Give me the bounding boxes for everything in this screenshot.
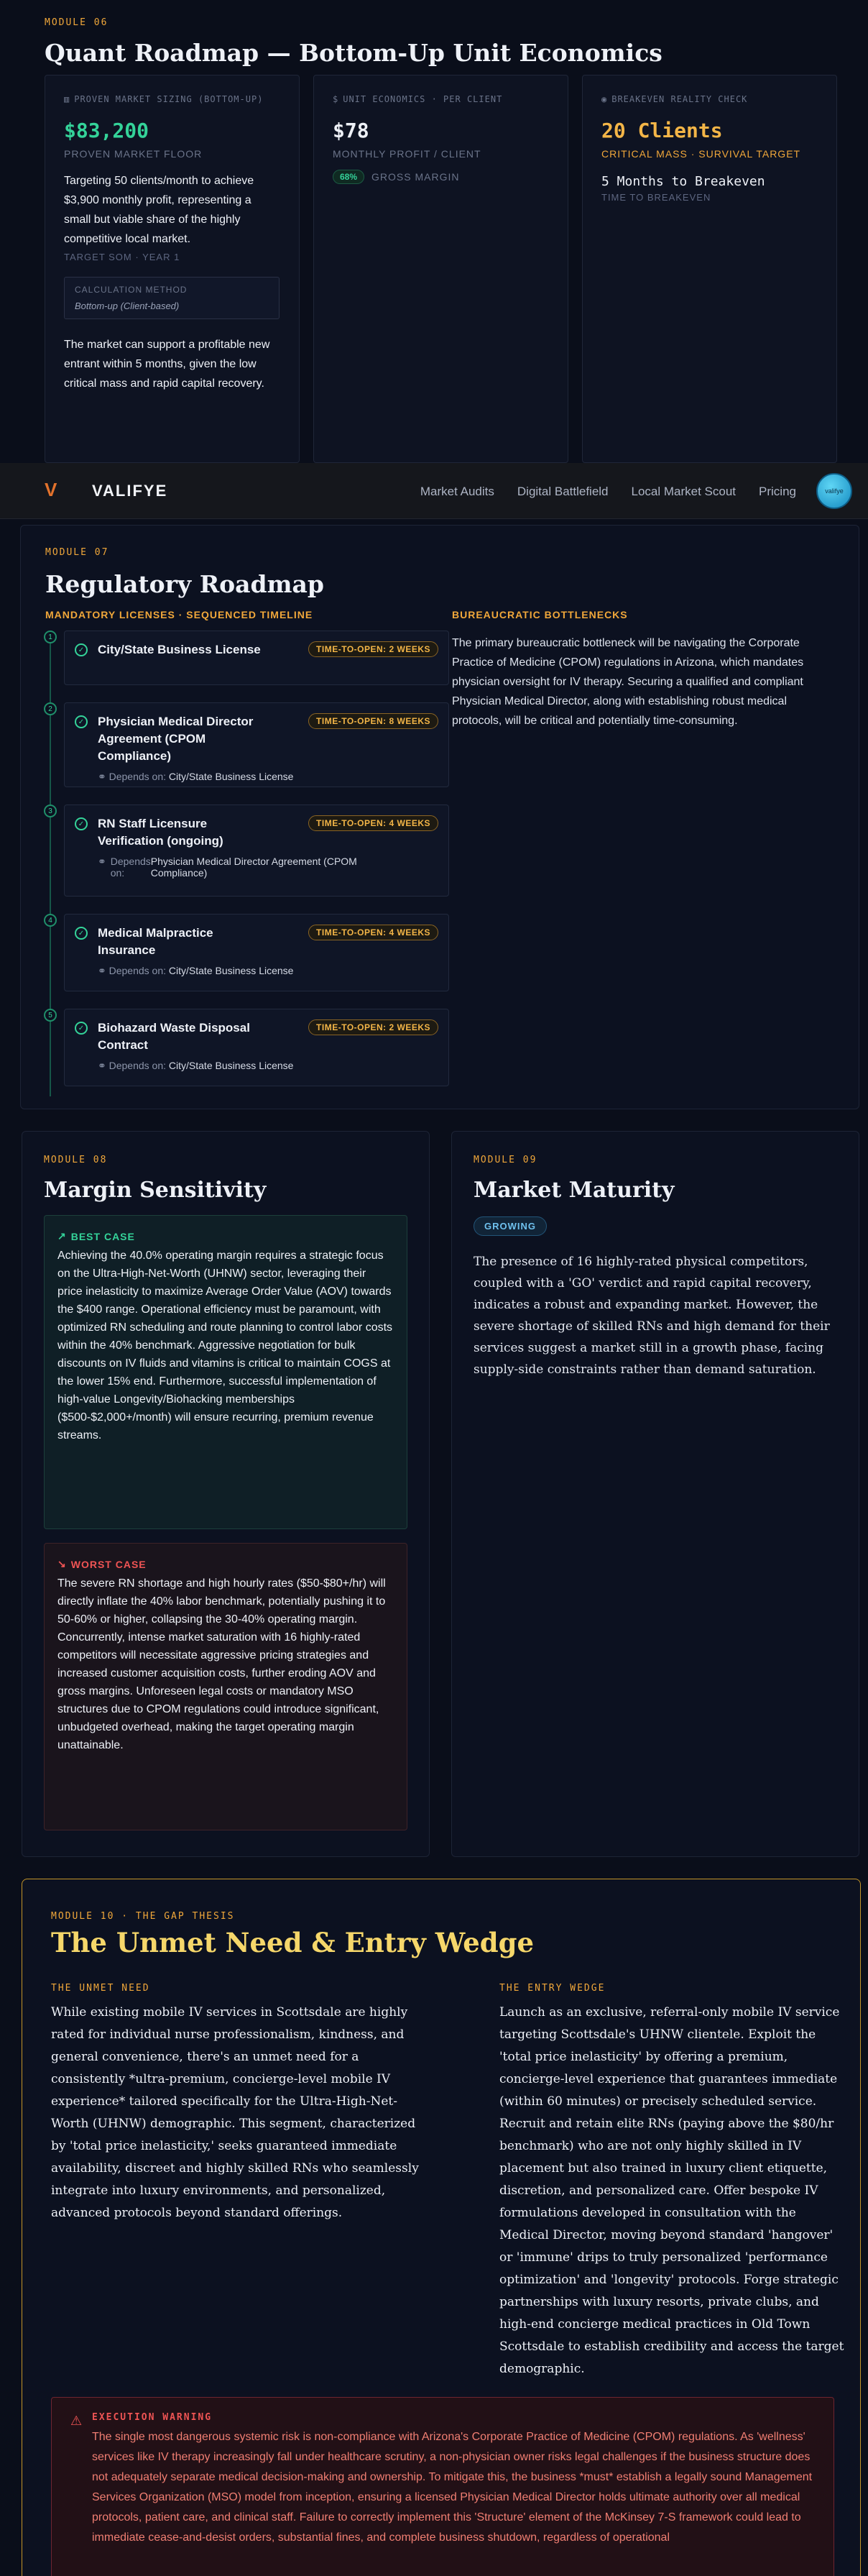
module-07-eyebrow: MODULE 07 (45, 547, 109, 558)
months-to-breakeven-sub: TIME TO BREAKEVEN (601, 192, 711, 203)
time-to-open-badge: TIME-TO-OPEN: 4 WEEKS (308, 815, 438, 831)
trending-down-icon: ↘ (57, 1558, 67, 1569)
license-name: Medical Malpractice Insurance (98, 926, 213, 957)
module-06 (45, 0, 835, 464)
unit-economics-card (313, 75, 568, 463)
market-sizing-footer: The market can support a profitable new entrant within 5 months, given the low critical mass and rapid capital recovery. (64, 339, 270, 390)
link-icon: ⚭ (98, 965, 106, 976)
nav-pricing[interactable]: Pricing (759, 485, 796, 498)
worst-case-box (44, 1543, 407, 1830)
nav-local-market-scout[interactable]: Local Market Scout (631, 485, 737, 498)
module-06-eyebrow: MODULE 06 (45, 17, 108, 28)
worst-case-text: The severe RN shortage and high hourly rates ($50-$80+/hr) will directly inflate the 40% labor benchmark, potentially pushing it to 50-60% or higher, collapsing the 30-40% operating margin. Concurrently, intense market saturation with 16 highly-rated competitors will necessitate aggressive pricing strategies and increased customer acquisition costs, further eroding AOV and gross margins. Unforeseen legal costs or mandatory MSO structures due to CPOM regulations could introduce significant, unbudgeted overhead, making the target operating margin unattainable. (57, 1577, 386, 1751)
license-name: Physician Medical Director Agreement (CPOM Compliance) (98, 715, 254, 763)
breakeven-value: 20 Clients (601, 119, 723, 142)
unit-economics-label: UNIT ECONOMICS · PER CLIENT (343, 94, 503, 104)
link-icon: ⚭ (98, 1060, 106, 1071)
breakeven-card (582, 75, 837, 463)
top-navbar (0, 463, 868, 519)
check-circle-icon: ✓ (75, 643, 88, 656)
module-08-eyebrow: MODULE 08 (44, 1155, 108, 1165)
dollar-icon: $ (333, 94, 339, 104)
module-08-title: Margin Sensitivity (44, 1178, 267, 1203)
timeline-step-5: 5 (44, 1009, 57, 1022)
best-case-box (44, 1215, 407, 1529)
time-to-open-badge: TIME-TO-OPEN: 2 WEEKS (308, 1019, 438, 1035)
calculation-method-box (64, 277, 280, 319)
execution-warning-label: EXECUTION WARNING (92, 2412, 213, 2423)
license-dependency: ⚭ Depends on: City/State Business License (98, 1060, 294, 1071)
gross-margin-label: GROSS MARGIN (371, 171, 460, 183)
worst-case-label: WORST CASE (70, 1558, 147, 1570)
module-09-eyebrow: MODULE 09 (474, 1155, 537, 1165)
license-dependency: ⚭ Depends on: City/State Business License (98, 965, 294, 976)
months-to-breakeven: 5 Months to Breakeven (601, 174, 765, 189)
bottleneck-text: The primary bureaucratic bottleneck will be navigating the Corporate Practice of Medicine (CPOM) regulations in Arizona, which mandates physician oversight for IV therapy. Securing a qualified and compliant Physician Medical Director, along with establishing robust medical protocols, will be critical and potentially time-consuming. (452, 637, 804, 727)
check-circle-icon: ✓ (75, 817, 88, 830)
maturity-text: The presence of 16 highly-rated physical competitors, coupled with a 'GO' verdict and rapid capital recovery, indicates a robust and expanding market. However, the severe shortage of skilled RNs and high demand for their services suggest a market still in a growth phase, facing supply-side constraints rather than demand saturation. (474, 1255, 830, 1377)
unmet-need-text: While existing mobile IV services in Scottsdale are highly rated for individual nurse professionalism, kindness, and general convenience, there's an unmet need for a consistently *ultra-premium, concierge-level mobile IV experience* tailored specifically for the Ultra-High-Net-Worth (UHNW) demographic. This segment, characterized by 'total price inelasticity,' seeks guaranteed immediate availability, discreet and highly skilled RNs who seamlessly integrate into luxury environments, and personalized, advanced protocols beyond standard offerings. (51, 2005, 419, 2220)
module-08 (22, 1131, 430, 1857)
market-sizing-body: Targeting 50 clients/month to achieve $3,900 monthly profit, representing a small but viable share of the highly competitive local market. (64, 175, 254, 245)
unit-economics-sub: MONTHLY PROFIT / CLIENT (333, 148, 481, 160)
trending-up-icon: ↗ (57, 1230, 67, 1242)
brand-name[interactable]: VALIFYE (92, 482, 168, 500)
execution-warning-box (51, 2397, 834, 2576)
gross-margin-pill: 68% (333, 170, 364, 184)
timeline-step-4: 4 (44, 914, 57, 927)
breakeven-label: BREAKEVEN REALITY CHECK (611, 94, 748, 104)
market-sizing-card (45, 75, 300, 463)
target-som-label: TARGET SOM · YEAR 1 (64, 252, 180, 262)
best-case-text: Achieving the 40.0% operating margin requires a strategic focus on the Ultra-High-Net-Worth (UHNW) sector, leveraging their price inelasticity to maximize Average Order Value (AOV) towards the $400 range. Operational efficiency must be paramount, with optimized RN scheduling and route planning to control labor costs within the 40% benchmark. Aggressive negotiation for bulk discounts on IV fluids and vitamins is critical to maintain COGS at the lower 15% end. Furthermore, successful implementation of high-value Longevity/Biohacking memberships ($500-$2,000+/month) will ensure recurring, premium revenue streams. (57, 1250, 393, 1441)
module-07-title: Regulatory Roadmap (45, 570, 324, 598)
market-sizing-label: PROVEN MARKET SIZING (BOTTOM-UP) (74, 94, 264, 104)
license-name: RN Staff Licensure Verification (ongoing) (98, 817, 223, 848)
market-sizing-sub: PROVEN MARKET FLOOR (64, 148, 203, 160)
nav-digital-battlefield[interactable]: Digital Battlefield (517, 485, 609, 498)
timeline-step-2: 2 (44, 702, 57, 715)
entry-wedge-text: Launch as an exclusive, referral-only mobile IV service targeting Scottsdale's UHNW clientele. Exploit the 'total price inelasticity' by offering a premium, concierge-level experience that guarantees immediate (within 60 minutes) or precisely scheduled service. Recruit and retain elite RNs (paying above the $80/hr benchmark) who are not only highly skilled in IV placement but also trained in luxury client etiquette, discretion, and personalized care. Offer bespoke IV formulations developed in consultation with the Medical Director, moving beyond standard 'hangover' or 'immune' drips to truly personalized 'performance optimization' and 'longevity' protocols. Forge strategic partnerships with luxury resorts, private clubs, and high-end concierge medical practices in Old Town Scottsdale to establish credibility and access the target demographic. (499, 2005, 844, 2376)
link-icon: ⚭ (98, 771, 106, 782)
module-10-title: The Unmet Need & Entry Wedge (51, 1927, 535, 1958)
nav-market-audits[interactable]: Market Audits (420, 485, 494, 498)
time-to-open-badge: TIME-TO-OPEN: 4 WEEKS (308, 925, 438, 940)
module-06-title: Quant Roadmap — Bottom-Up Unit Economics (45, 39, 662, 67)
execution-warning-text: The single most dangerous systemic risk is non-compliance with Arizona's Corporate Practice of Medicine (CPOM) regulations. As 'wellness' services like IV therapy increasingly fall under healthcare scrutiny, a non-physician owner risks legal challenges if the business structure does not adequately separate medical decision-making and ownership. To mitigate this, the business *must* establish a legally sound Management Services Organization (MSO) model from inception, ensuring a licensed Physician Medical Director holds ultimate authority over all medical protocols, patient care, and clinical staff. Failure to correctly implement this 'Structure' element of the McKinsey 7-S framework could lead to immediate cease-and-desist orders, substantial fines, and complete business shutdown, regardless of operational (92, 2431, 813, 2544)
check-circle-icon: ✓ (75, 1022, 88, 1035)
license-card (64, 1009, 449, 1086)
license-dependency: ⚭ Depends on: Physician Medical Director Agreement (CPOM Compliance) (98, 856, 357, 879)
unmet-need-label: THE UNMET NEED (51, 1983, 150, 1994)
valifye-logo-icon[interactable]: V (45, 479, 57, 500)
time-to-open-badge: TIME-TO-OPEN: 8 WEEKS (308, 713, 438, 729)
check-circle-icon: ✓ (75, 715, 88, 728)
link-icon: ⚭ (98, 856, 106, 867)
license-card (64, 914, 449, 991)
license-card (64, 631, 449, 685)
user-avatar[interactable]: valifye (816, 473, 852, 509)
timeline-step-1: 1 (44, 631, 57, 643)
bottlenecks-label: BUREAUCRATIC BOTTLENECKS (452, 609, 628, 620)
target-icon: ◉ (601, 94, 608, 104)
license-card (64, 805, 449, 897)
module-09-title: Market Maturity (474, 1178, 675, 1203)
chart-icon: ▥ (64, 94, 70, 104)
entry-wedge-label: THE ENTRY WEDGE (499, 1983, 606, 1994)
nav-links (420, 485, 796, 499)
market-sizing-value: $83,200 (64, 119, 149, 142)
license-card (64, 702, 449, 787)
unit-economics-value: $78 (333, 119, 369, 142)
calc-method-label: CALCULATION METHOD (75, 285, 188, 295)
best-case-label: BEST CASE (70, 1230, 135, 1242)
module-09 (451, 1131, 859, 1857)
time-to-open-badge: TIME-TO-OPEN: 2 WEEKS (308, 641, 438, 657)
licenses-label: MANDATORY LICENSES · SEQUENCED TIMELINE (45, 609, 313, 620)
breakeven-sub: CRITICAL MASS · SURVIVAL TARGET (601, 148, 801, 160)
check-circle-icon: ✓ (75, 927, 88, 940)
license-name: City/State Business License (98, 643, 261, 656)
calc-method-value: Bottom-up (Client-based) (75, 301, 180, 311)
license-dependency: ⚭ Depends on: City/State Business License (98, 771, 294, 782)
maturity-badge: GROWING (474, 1216, 547, 1236)
license-name: Biohazard Waste Disposal Contract (98, 1021, 250, 1052)
module-10 (22, 1879, 861, 2576)
module-07 (20, 525, 859, 1109)
timeline-step-3: 3 (44, 805, 57, 817)
module-10-eyebrow: MODULE 10 · THE GAP THESIS (51, 1911, 235, 1922)
warning-triangle-icon: ⚠ (70, 2414, 83, 2428)
